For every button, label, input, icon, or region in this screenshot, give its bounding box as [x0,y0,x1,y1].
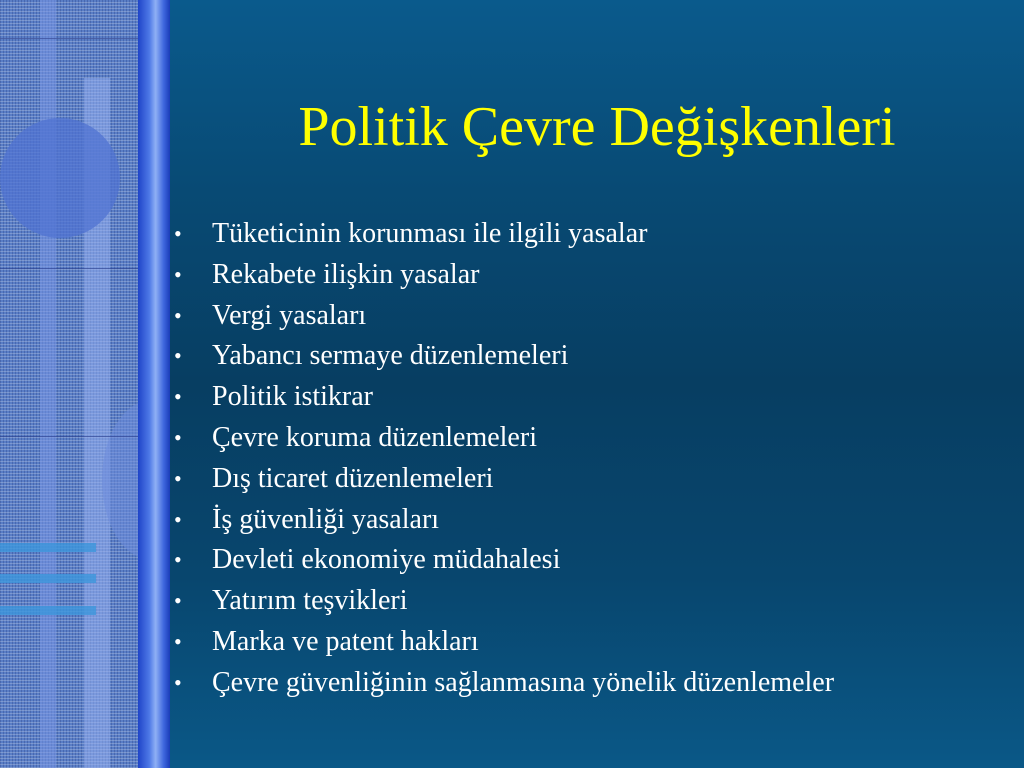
sidebar-divider [0,436,138,437]
list-item [170,663,834,704]
list-item [170,418,834,459]
decorative-sidebar [0,0,138,768]
bullet-icon: • [174,302,182,328]
list-item-text: İş güvenliği yasaları [212,503,440,535]
sidebar-horizontal-bar [0,543,96,552]
bullet-icon: • [174,261,182,287]
sidebar-circle [0,118,120,238]
bullet-icon: • [174,506,182,532]
bullet-list [170,214,834,704]
list-item [170,540,834,581]
list-item [170,500,834,541]
list-item-text: Tüketicinin korunması ile ilgili yasalar [212,218,648,249]
list-item-text: Yatırım teşvikleri [212,585,408,617]
list-item [170,622,834,663]
list-item [170,296,834,337]
list-item [170,336,834,377]
slide-title: Politik Çevre Değişkenleri [298,96,896,158]
sidebar-horizontal-bar [0,606,96,615]
list-item-text: Devleti ekonomiye müdahalesi [212,544,561,576]
bullet-icon: • [174,669,182,695]
list-item-text: Vergi yasaları [212,299,367,331]
list-item-text: Rekabete ilişkin yasalar [212,258,480,290]
bullet-icon: • [174,343,182,369]
bullet-icon: • [174,588,182,614]
list-item-text: Marka ve patent hakları [212,625,479,657]
bullet-icon: • [174,384,182,410]
list-item-text: Dış ticaret düzenlemeleri [212,462,494,494]
list-item [170,214,834,255]
list-item [170,377,834,418]
bullet-icon: • [174,465,182,491]
sidebar-divider [0,268,138,269]
bullet-icon: • [174,221,182,246]
list-item-text: Çevre koruma düzenlemeleri [212,421,537,453]
list-item [170,581,834,622]
list-item-text: Politik istikrar [212,381,373,413]
bullet-icon: • [174,547,182,573]
accent-stripe [138,0,170,768]
list-item-text: Çevre güvenliğinin sağlanmasına yönelik düzenlemeler [212,666,835,698]
list-item-text: Yabancı sermaye düzenlemeleri [212,340,569,372]
list-item [170,255,834,296]
sidebar-vertical-bar [40,0,56,768]
bullet-icon: • [174,424,182,450]
sidebar-divider [0,38,138,39]
bullet-icon: • [174,628,182,654]
sidebar-horizontal-bar [0,574,96,583]
list-item [170,459,834,500]
